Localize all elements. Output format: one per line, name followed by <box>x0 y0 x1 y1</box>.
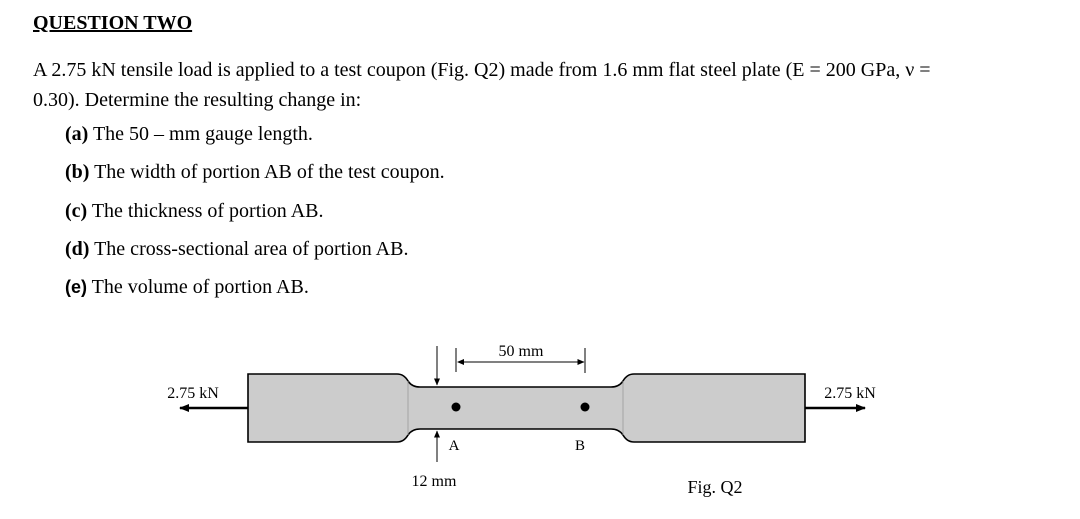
load-label-left: 2.75 kN <box>167 385 219 402</box>
part-d <box>65 238 408 261</box>
part-b <box>65 161 445 184</box>
question-intro <box>33 55 1053 115</box>
part-e-label: (e) <box>65 277 87 297</box>
intro-line-1: A 2.75 kN tensile load is applied to a test coupon (Fig. Q2) made from 1.6 mm flat steel plate (E = 200 GPa, ν = <box>33 59 931 81</box>
coupon-shape <box>248 374 805 442</box>
part-a <box>65 123 313 146</box>
gauge-point-a <box>452 403 461 412</box>
figure-caption: Fig. Q2 <box>687 477 743 497</box>
question-title: QUESTION TWO <box>33 12 193 34</box>
width-label: 12 mm <box>411 473 457 490</box>
gauge-dimension-arrowhead-left <box>457 359 464 365</box>
part-a-label: (a) <box>65 123 89 145</box>
part-e-text: The volume of portion AB. <box>87 276 309 298</box>
part-d-label: (d) <box>65 238 90 260</box>
part-d-text: The cross-sectional area of portion AB. <box>89 238 409 260</box>
point-a-label: A <box>448 438 460 454</box>
part-b-text: The width of portion AB of the test coupon. <box>89 161 445 183</box>
part-c <box>65 200 323 223</box>
part-e <box>65 276 309 299</box>
intro-line-2: 0.30). Determine the resulting change in: <box>33 89 362 111</box>
part-c-label: (c) <box>65 200 88 222</box>
gauge-point-b <box>581 403 590 412</box>
test-coupon-figure <box>0 320 1080 519</box>
part-a-text: The 50 – mm gauge length. <box>88 123 313 145</box>
load-label-right: 2.75 kN <box>824 385 876 402</box>
part-c-text: The thickness of portion AB. <box>87 200 324 222</box>
part-b-label: (b) <box>65 161 90 183</box>
gauge-length-label: 50 mm <box>498 343 544 360</box>
point-b-label: B <box>574 438 586 454</box>
